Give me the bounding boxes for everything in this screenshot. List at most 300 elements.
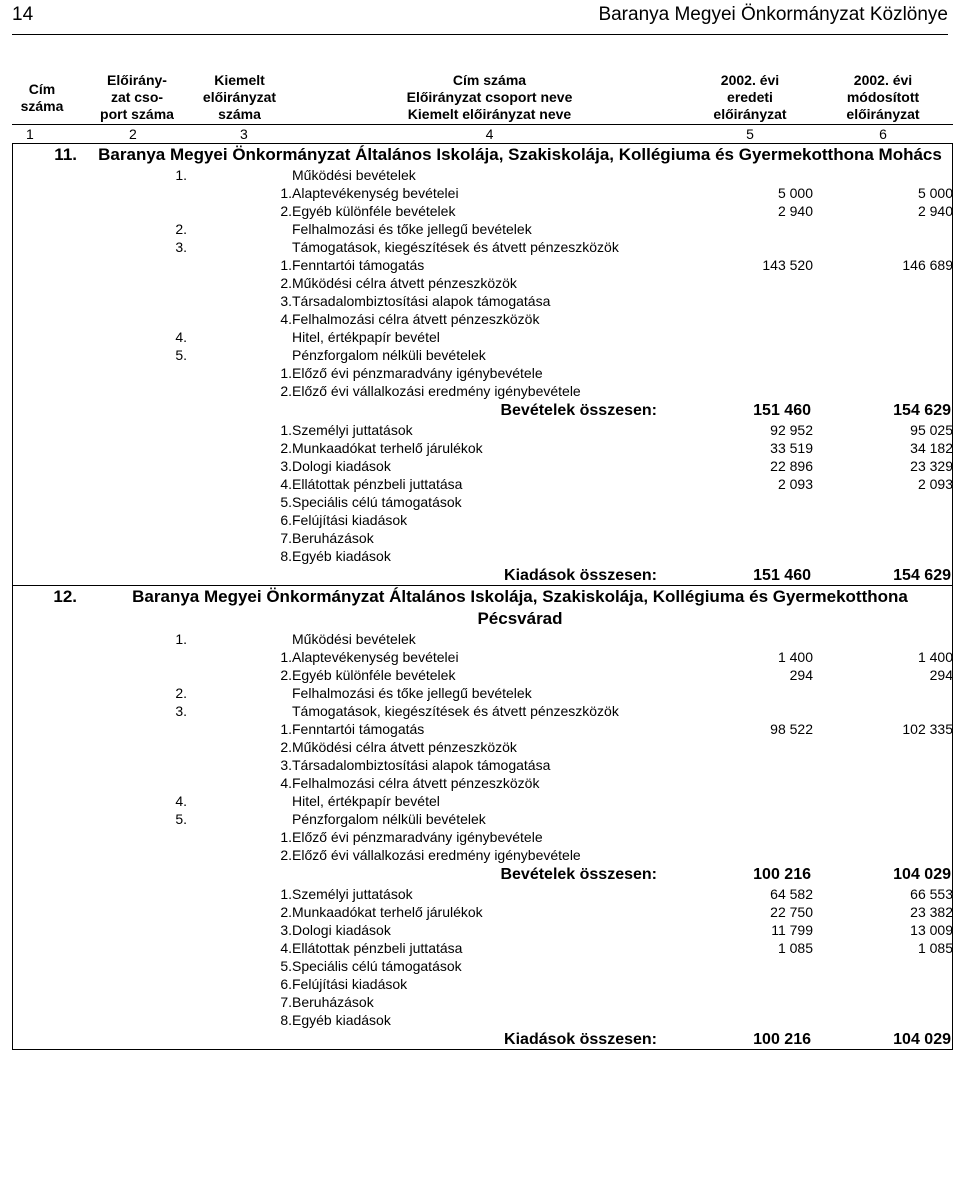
group-number [87, 511, 187, 529]
cim-szama-cell [12, 184, 87, 202]
item-name: Speciális célú támogatások [292, 494, 462, 510]
item-name: Társadalombiztosítási alapok támogatása [292, 757, 551, 773]
original-amount [687, 975, 813, 993]
original-amount: 2 940 [777, 203, 813, 219]
column-number: 3 [187, 125, 292, 144]
revenue-row [12, 774, 953, 792]
revenue-row [12, 220, 953, 238]
cim-szama-cell [12, 792, 87, 810]
item-name: Személyi juttatások [292, 422, 413, 438]
original-amount: 2 093 [777, 476, 813, 492]
group-number [87, 382, 187, 400]
header-line: Előirányzat csoport neve [406, 89, 573, 105]
revenue-total-row [12, 400, 953, 421]
expense-row [12, 547, 953, 565]
revenue-total-modified: 104 029 [893, 866, 951, 883]
expense-row [12, 493, 953, 511]
group-number: 3. [175, 703, 187, 719]
cim-szama-cell [12, 202, 87, 220]
item-number: 3. [280, 922, 292, 938]
cim-szama-cell [12, 493, 87, 511]
cim-szama-cell [12, 702, 87, 720]
cim-szama-cell [12, 885, 87, 903]
header-line: Előirány- [107, 72, 167, 88]
institution-name: Baranya Megyei Önkormányzat Általános Iskolája, Szakiskolája, Kollégiuma és Gyermekotthona Pécsvárad [132, 587, 908, 628]
cim-szama-cell [12, 529, 87, 547]
modified-amount [813, 511, 953, 529]
item-name: Egyéb különféle bevételek [292, 667, 456, 683]
cim-szama-cell [12, 630, 87, 648]
expense-total-original: 151 460 [753, 567, 811, 584]
item-number [187, 328, 292, 346]
header-line: Kiemelt előirányzat neve [407, 106, 572, 122]
expense-row [12, 511, 953, 529]
expense-row [12, 993, 953, 1011]
modified-amount [813, 828, 953, 846]
modified-amount [813, 1011, 953, 1029]
group-number [87, 975, 187, 993]
group-number [87, 756, 187, 774]
item-number [187, 684, 292, 702]
group-number: 5. [175, 347, 187, 363]
column-number: 1 [12, 125, 87, 144]
item-name: Hitel, értékpapír bevétel [292, 793, 440, 809]
cim-szama-cell [12, 292, 87, 310]
item-name: Pénzforgalom nélküli bevételek [292, 347, 486, 363]
expense-row [12, 975, 953, 993]
modified-amount [813, 993, 953, 1011]
group-number [87, 903, 187, 921]
item-number: 1. [280, 886, 292, 902]
revenue-row [12, 666, 953, 684]
page-number: 14 [12, 4, 34, 25]
original-amount [687, 238, 813, 256]
header-line: eredeti [727, 89, 773, 105]
institution-number: 11. [54, 145, 77, 164]
item-number [187, 220, 292, 238]
cim-szama-cell [12, 648, 87, 666]
group-number: 5. [175, 811, 187, 827]
group-number [87, 885, 187, 903]
group-number [87, 529, 187, 547]
group-number [87, 993, 187, 1011]
header-line: előirányzat [846, 106, 920, 122]
cim-szama-cell [12, 475, 87, 493]
cim-szama-cell [12, 382, 87, 400]
cim-szama-cell [12, 720, 87, 738]
header-line: zat cso- [110, 89, 164, 105]
institution-row [12, 144, 953, 167]
original-amount [687, 993, 813, 1011]
item-name: Munkaadókat terhelő járulékok [292, 904, 483, 920]
item-name: Egyéb kiadások [292, 548, 391, 564]
cim-szama-cell [12, 511, 87, 529]
header-line: módosított [846, 89, 920, 105]
expense-row [12, 475, 953, 493]
item-number: 5. [280, 494, 292, 510]
table-body [12, 144, 953, 1051]
modified-amount: 2 093 [917, 476, 953, 492]
group-number: 2. [175, 221, 187, 237]
original-amount [687, 382, 813, 400]
original-amount: 33 519 [770, 440, 813, 456]
item-number: 3. [280, 757, 292, 773]
expense-total-row [12, 1029, 953, 1050]
item-number: 1. [280, 365, 292, 381]
item-name: Felújítási kiadások [292, 976, 408, 992]
modified-amount [813, 166, 953, 184]
page-header [12, 0, 948, 35]
cim-szama-cell [12, 457, 87, 475]
modified-amount: 13 009 [910, 922, 953, 938]
item-name: Egyéb kiadások [292, 1012, 391, 1028]
revenue-row [12, 256, 953, 274]
original-amount [687, 547, 813, 565]
modified-amount [813, 774, 953, 792]
item-name: Társadalombiztosítási alapok támogatása [292, 293, 551, 309]
group-number [87, 256, 187, 274]
group-number [87, 274, 187, 292]
cim-szama-cell [12, 421, 87, 439]
cim-szama-cell [12, 256, 87, 274]
cim-szama-cell [12, 238, 87, 256]
modified-amount: 23 382 [910, 904, 953, 920]
revenue-row [12, 720, 953, 738]
item-name: Pénzforgalom nélküli bevételek [292, 811, 486, 827]
modified-amount [813, 702, 953, 720]
item-name: Előző évi pénzmaradvány igénybevétele [292, 829, 543, 845]
group-number [87, 939, 187, 957]
group-number [87, 738, 187, 756]
item-name: Személyi juttatások [292, 886, 413, 902]
revenue-row [12, 738, 953, 756]
modified-amount: 1 085 [917, 940, 953, 956]
group-number [87, 1011, 187, 1029]
expense-total-modified: 154 629 [893, 567, 951, 584]
cim-szama-cell [12, 547, 87, 565]
modified-amount: 1 400 [917, 649, 953, 665]
column-number: 5 [687, 125, 813, 144]
item-name: Hitel, értékpapír bevétel [292, 329, 440, 345]
modified-amount [813, 274, 953, 292]
group-number [87, 310, 187, 328]
expense-total-row [12, 565, 953, 586]
cim-szama-cell [12, 684, 87, 702]
original-amount [687, 364, 813, 382]
cim-szama-cell [12, 756, 87, 774]
cim-szama-cell [12, 810, 87, 828]
original-amount [687, 774, 813, 792]
item-number: 1. [280, 422, 292, 438]
original-amount [687, 684, 813, 702]
original-amount [687, 738, 813, 756]
header-modositott-eloiranyzat [813, 72, 953, 125]
modified-amount [813, 957, 953, 975]
revenue-total-original: 151 460 [753, 402, 811, 419]
revenue-row [12, 756, 953, 774]
group-number [87, 921, 187, 939]
institution-number: 12. [53, 587, 77, 606]
original-amount [687, 828, 813, 846]
original-amount: 64 582 [770, 886, 813, 902]
original-amount [687, 957, 813, 975]
revenue-row [12, 274, 953, 292]
modified-amount [813, 756, 953, 774]
group-number [87, 184, 187, 202]
original-amount [687, 756, 813, 774]
expense-row [12, 529, 953, 547]
modified-amount: 102 335 [902, 721, 953, 737]
item-number: 6. [280, 976, 292, 992]
item-name: Alaptevékenység bevételei [292, 649, 459, 665]
item-name: Fenntartói támogatás [292, 257, 425, 273]
cim-szama-cell [12, 939, 87, 957]
header-line: 2002. évi [853, 72, 913, 88]
cim-szama-cell [12, 1011, 87, 1029]
item-number [187, 346, 292, 364]
group-number [87, 292, 187, 310]
revenue-total-label: Bevételek összesen: [500, 402, 657, 419]
original-amount: 1 085 [777, 940, 813, 956]
item-number [187, 630, 292, 648]
table-header-row [12, 72, 953, 125]
item-number: 2. [280, 383, 292, 399]
original-amount [687, 702, 813, 720]
group-number [87, 547, 187, 565]
group-number [87, 666, 187, 684]
item-number: 4. [280, 311, 292, 327]
item-number: 1. [280, 721, 292, 737]
item-name: Működési célra átvett pénzeszközök [292, 739, 517, 755]
item-name: Működési célra átvett pénzeszközök [292, 275, 517, 291]
modified-amount [813, 364, 953, 382]
item-name: Dologi kiadások [292, 458, 391, 474]
revenue-total-original: 100 216 [753, 866, 811, 883]
header-line: Cím száma [452, 72, 527, 88]
item-name: Előző évi pénzmaradvány igénybevétele [292, 365, 543, 381]
item-number: 2. [280, 275, 292, 291]
cim-szama-cell [12, 774, 87, 792]
group-number [87, 720, 187, 738]
group-number [87, 648, 187, 666]
header-line: Cím [28, 80, 56, 97]
modified-amount [813, 792, 953, 810]
group-number [87, 202, 187, 220]
original-amount [687, 310, 813, 328]
original-amount [687, 346, 813, 364]
item-number [187, 792, 292, 810]
header-line: száma [20, 97, 64, 114]
cim-szama-cell [12, 828, 87, 846]
item-number: 5. [280, 958, 292, 974]
item-number: 7. [280, 994, 292, 1010]
item-name: Működési bevételek [292, 631, 416, 647]
revenue-row [12, 382, 953, 400]
group-number: 3. [175, 239, 187, 255]
item-number: 8. [280, 1012, 292, 1028]
group-number: 1. [175, 167, 187, 183]
item-name: Munkaadókat terhelő járulékok [292, 440, 483, 456]
expense-row [12, 921, 953, 939]
item-number: 7. [280, 530, 292, 546]
modified-amount [813, 738, 953, 756]
item-number: 3. [280, 458, 292, 474]
modified-amount [813, 810, 953, 828]
modified-amount: 146 689 [902, 257, 953, 273]
item-number: 3. [280, 293, 292, 309]
cim-szama-cell [12, 738, 87, 756]
original-amount [687, 493, 813, 511]
revenue-row [12, 846, 953, 864]
header-kiemelt-eloiranyzat [187, 72, 292, 125]
original-amount: 92 952 [770, 422, 813, 438]
item-number: 1. [280, 257, 292, 273]
original-amount [687, 846, 813, 864]
original-amount: 11 799 [771, 922, 813, 938]
cim-szama-cell [12, 903, 87, 921]
item-name: Felhalmozási célra átvett pénzeszközök [292, 775, 540, 791]
group-number [87, 493, 187, 511]
cim-szama-cell [12, 220, 87, 238]
item-number [187, 238, 292, 256]
item-name: Beruházások [292, 994, 374, 1010]
item-name: Támogatások, kiegészítések és átvett pénzeszközök [292, 703, 619, 719]
cim-szama-cell [12, 328, 87, 346]
item-name: Felhalmozási és tőke jellegű bevételek [292, 685, 532, 701]
revenue-row [12, 166, 953, 184]
cim-szama-cell [12, 975, 87, 993]
revenue-row [12, 702, 953, 720]
header-line: Kiemelt [214, 72, 265, 88]
revenue-total-label: Bevételek összesen: [500, 866, 657, 883]
item-number [187, 702, 292, 720]
expense-row [12, 903, 953, 921]
item-number: 1. [280, 649, 292, 665]
item-name: Felhalmozási és tőke jellegű bevételek [292, 221, 532, 237]
original-amount [687, 529, 813, 547]
modified-amount [813, 684, 953, 702]
institution-row [12, 586, 953, 630]
header-eloiranyzat-csoport [87, 72, 187, 125]
cim-szama-cell [12, 166, 87, 184]
modified-amount: 294 [929, 667, 953, 683]
modified-amount [813, 220, 953, 238]
column-number: 2 [87, 125, 187, 144]
revenue-row [12, 238, 953, 256]
expense-row [12, 457, 953, 475]
expense-total-label: Kiadások összesen: [504, 567, 657, 584]
item-name: Egyéb különféle bevételek [292, 203, 456, 219]
item-name: Speciális célú támogatások [292, 958, 462, 974]
item-number: 6. [280, 512, 292, 528]
header-line: előirányzat [202, 89, 277, 105]
budget-table [12, 72, 953, 1050]
item-number: 8. [280, 548, 292, 564]
header-line: 2002. évi [720, 72, 780, 88]
item-name: Alaptevékenység bevételei [292, 185, 459, 201]
modified-amount: 2 940 [917, 203, 953, 219]
group-number: 4. [175, 329, 187, 345]
item-name: Előző évi vállalkozási eredmény igénybevétele [292, 383, 581, 399]
expense-total-modified: 104 029 [893, 1031, 951, 1048]
group-number [87, 475, 187, 493]
item-name: Működési bevételek [292, 167, 416, 183]
revenue-row [12, 184, 953, 202]
group-number [87, 957, 187, 975]
item-name: Ellátottak pénzbeli juttatása [292, 476, 463, 492]
expense-row [12, 439, 953, 457]
original-amount [687, 792, 813, 810]
item-number: 4. [280, 775, 292, 791]
original-amount [687, 220, 813, 238]
original-amount: 143 520 [762, 257, 813, 273]
revenue-row [12, 792, 953, 810]
modified-amount: 5 000 [917, 185, 953, 201]
table-header [12, 72, 953, 144]
original-amount: 1 400 [777, 649, 813, 665]
modified-amount [813, 346, 953, 364]
item-number [187, 166, 292, 184]
item-number: 1. [280, 185, 292, 201]
item-number: 2. [280, 739, 292, 755]
group-number [87, 439, 187, 457]
cim-szama-cell [12, 957, 87, 975]
original-amount: 98 522 [770, 721, 813, 737]
publication-title: Baranya Megyei Önkormányzat Közlönye [598, 4, 948, 25]
cim-szama-cell [12, 846, 87, 864]
original-amount: 22 896 [770, 458, 813, 474]
revenue-row [12, 292, 953, 310]
item-number: 2. [280, 904, 292, 920]
group-number [87, 421, 187, 439]
item-name: Fenntartói támogatás [292, 721, 425, 737]
cim-szama-cell [12, 274, 87, 292]
revenue-row [12, 310, 953, 328]
group-number [87, 457, 187, 475]
original-amount: 294 [789, 667, 813, 683]
item-number [187, 810, 292, 828]
header-nevek [292, 72, 687, 125]
cim-szama-cell [12, 310, 87, 328]
item-name: Támogatások, kiegészítések és átvett pénzeszközök [292, 239, 619, 255]
modified-amount [813, 975, 953, 993]
expense-row [12, 421, 953, 439]
item-name: Ellátottak pénzbeli juttatása [292, 940, 463, 956]
group-number: 2. [175, 685, 187, 701]
modified-amount: 66 553 [910, 886, 953, 902]
expense-total-label: Kiadások összesen: [504, 1031, 657, 1048]
cim-szama-cell [12, 439, 87, 457]
expense-row [12, 939, 953, 957]
header-cim-szama [12, 72, 87, 125]
original-amount: 5 000 [777, 185, 813, 201]
group-number [87, 364, 187, 382]
revenue-row [12, 630, 953, 648]
modified-amount [813, 292, 953, 310]
modified-amount [813, 382, 953, 400]
header-line: előirányzat [713, 106, 787, 122]
revenue-row [12, 648, 953, 666]
modified-amount [813, 493, 953, 511]
original-amount [687, 1011, 813, 1029]
group-number [87, 828, 187, 846]
item-name: Felújítási kiadások [292, 512, 408, 528]
cim-szama-cell [12, 993, 87, 1011]
original-amount [687, 166, 813, 184]
column-number: 4 [292, 125, 687, 144]
item-number: 2. [280, 203, 292, 219]
modified-amount [813, 328, 953, 346]
